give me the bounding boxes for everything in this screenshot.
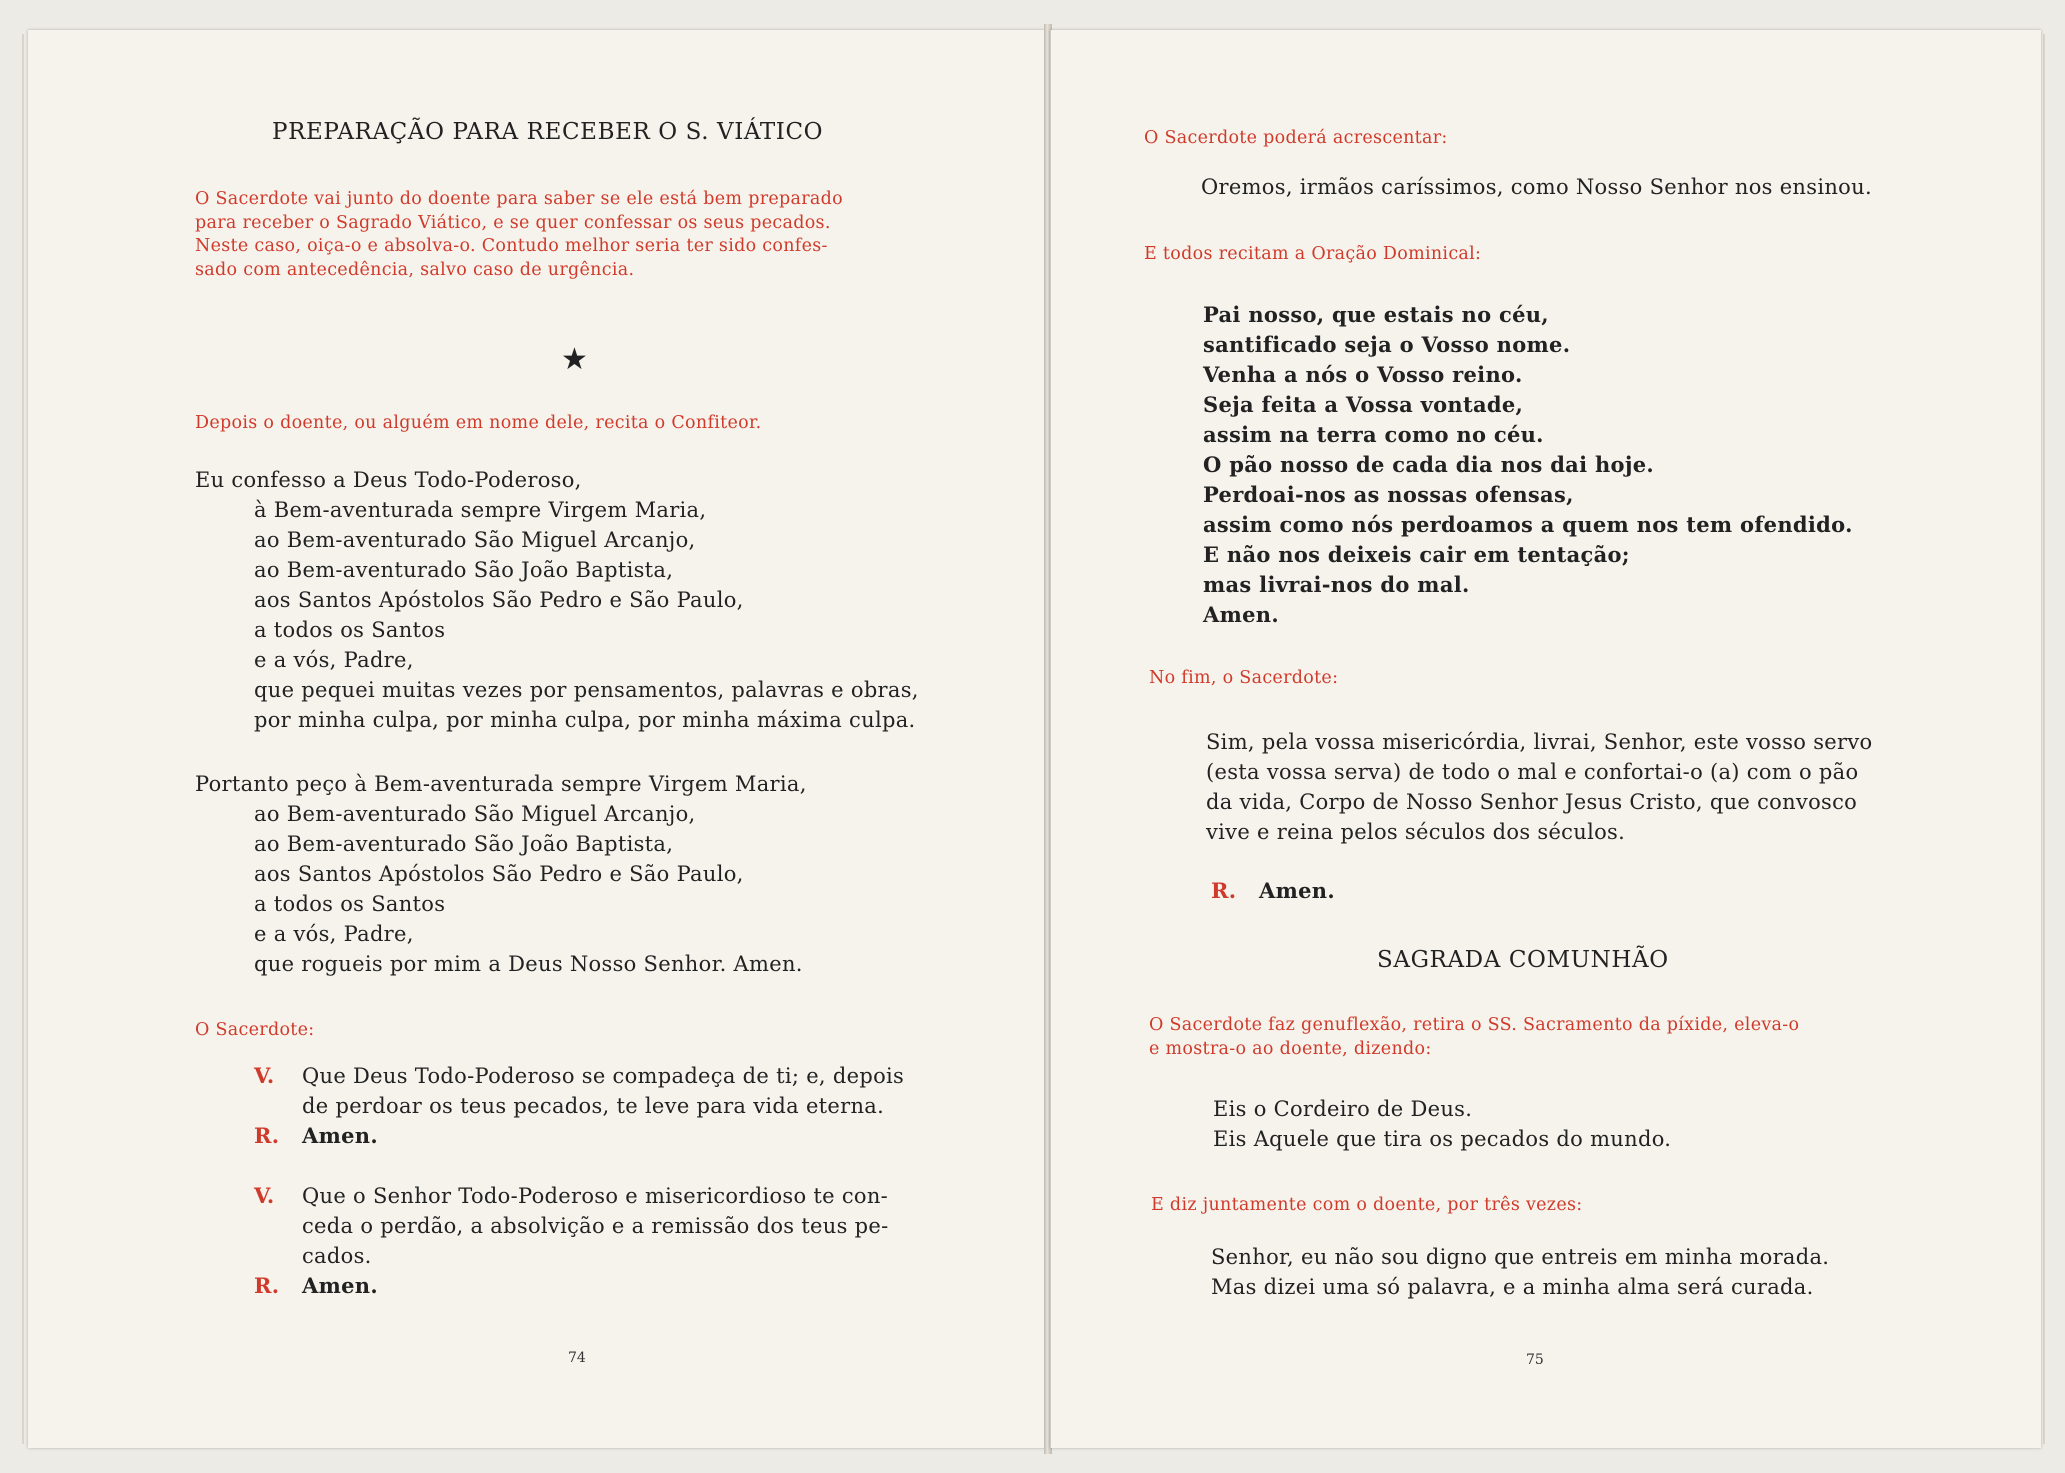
confiteor-line: Eu confesso a Deus Todo-Poderoso, [195, 468, 582, 492]
page-number: 75 [1526, 1352, 1544, 1368]
prayer-line: Eis o Cordeiro de Deus. [1213, 1097, 1473, 1121]
intro-line: sado com antecedência, salvo caso de urgência. [195, 259, 635, 280]
versicle-2 [254, 1181, 889, 1301]
prayer-line: Eis Aquele que tira os pecados do mundo. [1213, 1127, 1672, 1151]
confiteor-rubric: Depois o doente, ou alguém em nome dele, recita o Confiteor. [195, 413, 762, 433]
versicle-label: V. [254, 1063, 275, 1088]
confiteor-line: que pequei muitas vezes por pensamentos, palavras e obras, [254, 678, 919, 702]
prayer-line: da vida, Corpo de Nosso Senhor Jesus Cristo, que convosco [1206, 790, 1858, 814]
response-label: R. [1211, 878, 1237, 903]
acrescentar-rubric: O Sacerdote poderá acrescentar: [1144, 128, 1448, 148]
prayer-line: Senhor, eu não sou digno que entreis em minha morada. [1211, 1245, 1830, 1269]
page-edge-right [2043, 34, 2045, 1444]
prayer-line: (esta vossa serva) de todo o mal e confortai-o (a) com o pão [1206, 760, 1859, 784]
star-ornament: ★ [561, 342, 588, 377]
versicle-text: de perdoar os teus pecados, te leve para vida eterna. [302, 1094, 885, 1118]
rubric-line: O Sacerdote faz genuflexão, retira o SS. Sacramento da píxide, eleva-o [1149, 1015, 1800, 1035]
response-label: R. [254, 1273, 280, 1298]
prayer-line: Pai nosso, que estais no céu, [1203, 302, 1549, 327]
prayer-line: Mas dizei uma só palavra, e a minha alma será curada. [1211, 1275, 1814, 1299]
versicle-label: V. [254, 1183, 275, 1208]
versicle-1 [254, 1061, 904, 1151]
dominical-rubric: E todos recitam a Oração Dominical: [1144, 244, 1482, 264]
genuflexao-rubric [1149, 1014, 1799, 1061]
response-label: R. [254, 1123, 280, 1148]
response-text: Amen. [1259, 878, 1335, 903]
versicle-text: ceda o perdão, a absolvição e a remissão dos teus pe- [302, 1214, 889, 1238]
sacerdote-rubric: O Sacerdote: [195, 1020, 315, 1040]
confiteor-line: a todos os Santos [254, 892, 446, 916]
confiteor-line: e a vós, Padre, [254, 648, 414, 672]
confiteor-part-1 [195, 465, 919, 735]
intro-line: para receber o Sagrado Viático, e se quer confessar os seus pecados. [195, 212, 831, 233]
intro-line: Neste caso, oiça-o e absolva-o. Contudo melhor seria ter sido confes- [195, 236, 828, 256]
confiteor-line: por minha culpa, por minha culpa, por minha máxima culpa. [254, 708, 916, 732]
nofim-rubric: No fim, o Sacerdote: [1149, 668, 1339, 688]
prayer-line: O pão nosso de cada dia nos dai hoje. [1203, 452, 1655, 477]
libera-prayer [1206, 727, 1872, 847]
intro-line: O Sacerdote vai junto do doente para saber se ele está bem preparado [195, 189, 843, 209]
section-title: SAGRADA COMUNHÃO [1377, 947, 1669, 973]
confiteor-line: a todos os Santos [254, 618, 446, 642]
confiteor-line: que rogueis por mim a Deus Nosso Senhor. Amen. [254, 952, 803, 976]
page-edge-left [22, 34, 24, 1444]
left-page [28, 30, 1047, 1448]
intro-rubric [195, 188, 843, 282]
prayer-line: assim na terra como no céu. [1203, 422, 1544, 447]
prayer-line: Seja feita a Vossa vontade, [1203, 392, 1524, 417]
response-amen [1211, 878, 1335, 903]
prayer-line: vive e reina pelos séculos dos séculos. [1206, 820, 1626, 844]
page-number: 74 [568, 1350, 586, 1366]
confiteor-line: e a vós, Padre, [254, 922, 414, 946]
oremos-text: Oremos, irmãos caríssimos, como Nosso Senhor nos ensinou. [1201, 175, 1872, 199]
confiteor-line: ao Bem-aventurado São João Baptista, [254, 558, 674, 582]
pai-nosso-prayer [1203, 300, 1853, 630]
versicle-text: Que o Senhor Todo-Poderoso e misericordioso te con- [302, 1184, 889, 1208]
prayer-line: Venha a nós o Vosso reino. [1203, 362, 1523, 387]
confiteor-line: ao Bem-aventurado São Miguel Arcanjo, [254, 802, 696, 826]
confiteor-line: aos Santos Apóstolos São Pedro e São Paulo, [254, 862, 744, 886]
prayer-line: mas livrai-nos do mal. [1203, 572, 1470, 597]
response-text: Amen. [302, 1123, 378, 1148]
prayer-line: Amen. [1203, 602, 1279, 627]
rubric-line: e mostra-o ao doente, dizendo: [1149, 1038, 1432, 1059]
prayer-line: assim como nós perdoamos a quem nos tem ofendido. [1203, 512, 1853, 537]
confiteor-line: aos Santos Apóstolos São Pedro e São Paulo, [254, 588, 744, 612]
confiteor-line: ao Bem-aventurado São João Baptista, [254, 832, 674, 856]
prayer-line: santificado seja o Vosso nome. [1203, 332, 1571, 357]
prayer-line: Sim, pela vossa misericórdia, livrai, Senhor, este vosso servo [1206, 730, 1873, 754]
tres-vezes-rubric: E diz juntamente com o doente, por três vezes: [1151, 1195, 1583, 1215]
response-text: Amen. [302, 1273, 378, 1298]
prayer-line: Perdoai-nos as nossas ofensas, [1203, 482, 1574, 507]
ecce-agnus [1213, 1094, 1671, 1154]
page-title: PREPARAÇÃO PARA RECEBER O S. VIÁTICO [272, 119, 824, 145]
confiteor-line: ao Bem-aventurado São Miguel Arcanjo, [254, 528, 696, 552]
domine-prayer [1211, 1242, 1829, 1302]
confiteor-line: à Bem-aventurada sempre Virgem Maria, [254, 498, 707, 522]
confiteor-part-2 [195, 769, 807, 979]
right-page [1050, 30, 2041, 1448]
versicle-text: cados. [302, 1244, 372, 1268]
prayer-line: E não nos deixeis cair em tentação; [1203, 542, 1630, 567]
versicle-text: Que Deus Todo-Poderoso se compadeça de ti; e, depois [302, 1064, 905, 1088]
confiteor-line: Portanto peço à Bem-aventurada sempre Virgem Maria, [195, 772, 807, 796]
